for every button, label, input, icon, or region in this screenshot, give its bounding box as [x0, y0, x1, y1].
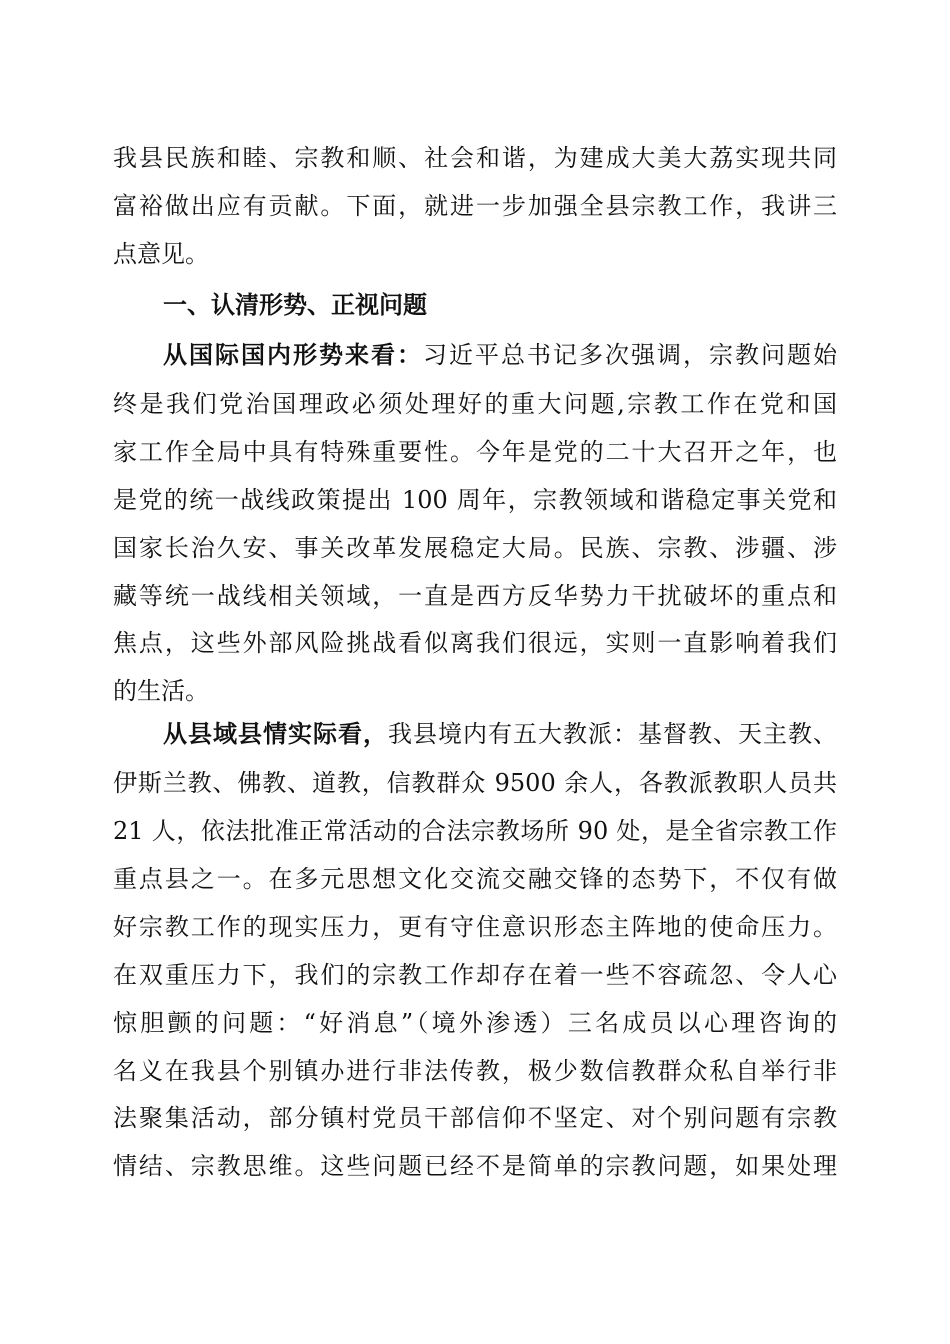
intro-line-2: 富裕做出应有贡献。下面，就进一步加强全县宗教工作，我讲三 — [113, 192, 837, 220]
paragraph-international-first-line — [163, 331, 837, 379]
paragraph-international-line-8: 的生活。 — [113, 677, 209, 705]
paragraph-county-line-9: 法聚集活动，部分镇村党员干部信仰不坚定、对个别问题有宗教 — [113, 1104, 837, 1132]
paragraph-lead-international: 从国际国内形势来看： — [163, 341, 423, 369]
paragraph-county-first-line — [163, 710, 837, 758]
paragraph-international-line-2: 终是我们党治国理政必须处理好的重大问题,宗教工作在党和国 — [113, 390, 837, 418]
paragraph-international-line-4: 是党的统一战线政策提出 100 周年，宗教领域和谐稳定事关党和 — [113, 486, 837, 514]
intro-line-1: 我县民族和睦、宗教和顺、社会和谐，为建成大美大荔实现共同 — [113, 144, 837, 172]
paragraph-county-line-6: 在双重压力下，我们的宗教工作却存在着一些不容疏忽、令人心 — [113, 961, 837, 989]
paragraph-county-line-4: 重点县之一。在多元思想文化交流交融交锋的态势下，不仅有做 — [113, 865, 837, 893]
paragraph-county-line-10: 情结、宗教思维。这些问题已经不是简单的宗教问题，如果处理 — [113, 1152, 837, 1180]
paragraph-county-line-2: 伊斯兰教、佛教、道教，信教群众 9500 余人，各教派教职人员共 — [113, 769, 837, 797]
intro-line-3: 点意见。 — [113, 240, 209, 268]
paragraph-international-line-6: 藏等统一战线相关领域，一直是西方反华势力干扰破坏的重点和 — [113, 582, 837, 610]
paragraph-county-line-7: 惊胆颤的问题：“好消息”（境外渗透）三名成员以心理咨询的 — [113, 1009, 837, 1037]
paragraph-international-first-rest: 习近平总书记多次强调，宗教问题始 — [423, 341, 837, 369]
paragraph-international-line-5: 国家长治久安、事关改革发展稳定大局。民族、宗教、涉疆、涉 — [113, 534, 837, 562]
section-heading: 一、认清形势、正视问题 — [163, 291, 427, 319]
paragraph-county-line-3: 21 人，依法批准正常活动的合法宗教场所 90 处，是全省宗教工作 — [113, 817, 837, 845]
paragraph-lead-county: 从县域县情实际看， — [163, 720, 388, 748]
paragraph-county-first-rest: 我县境内有五大教派：基督教、天主教、 — [388, 720, 837, 748]
paragraph-international-line-7: 焦点，这些外部风险挑战看似离我们很远，实则一直影响着我们 — [113, 629, 837, 657]
paragraph-county-line-8: 名义在我县个别镇办进行非法传教，极少数信教群众私自举行非 — [113, 1057, 837, 1085]
paragraph-international-line-3: 家工作全局中具有特殊重要性。今年是党的二十大召开之年，也 — [113, 438, 837, 466]
paragraph-county-line-5: 好宗教工作的现实压力，更有守住意识形态主阵地的使命压力。 — [113, 913, 837, 941]
